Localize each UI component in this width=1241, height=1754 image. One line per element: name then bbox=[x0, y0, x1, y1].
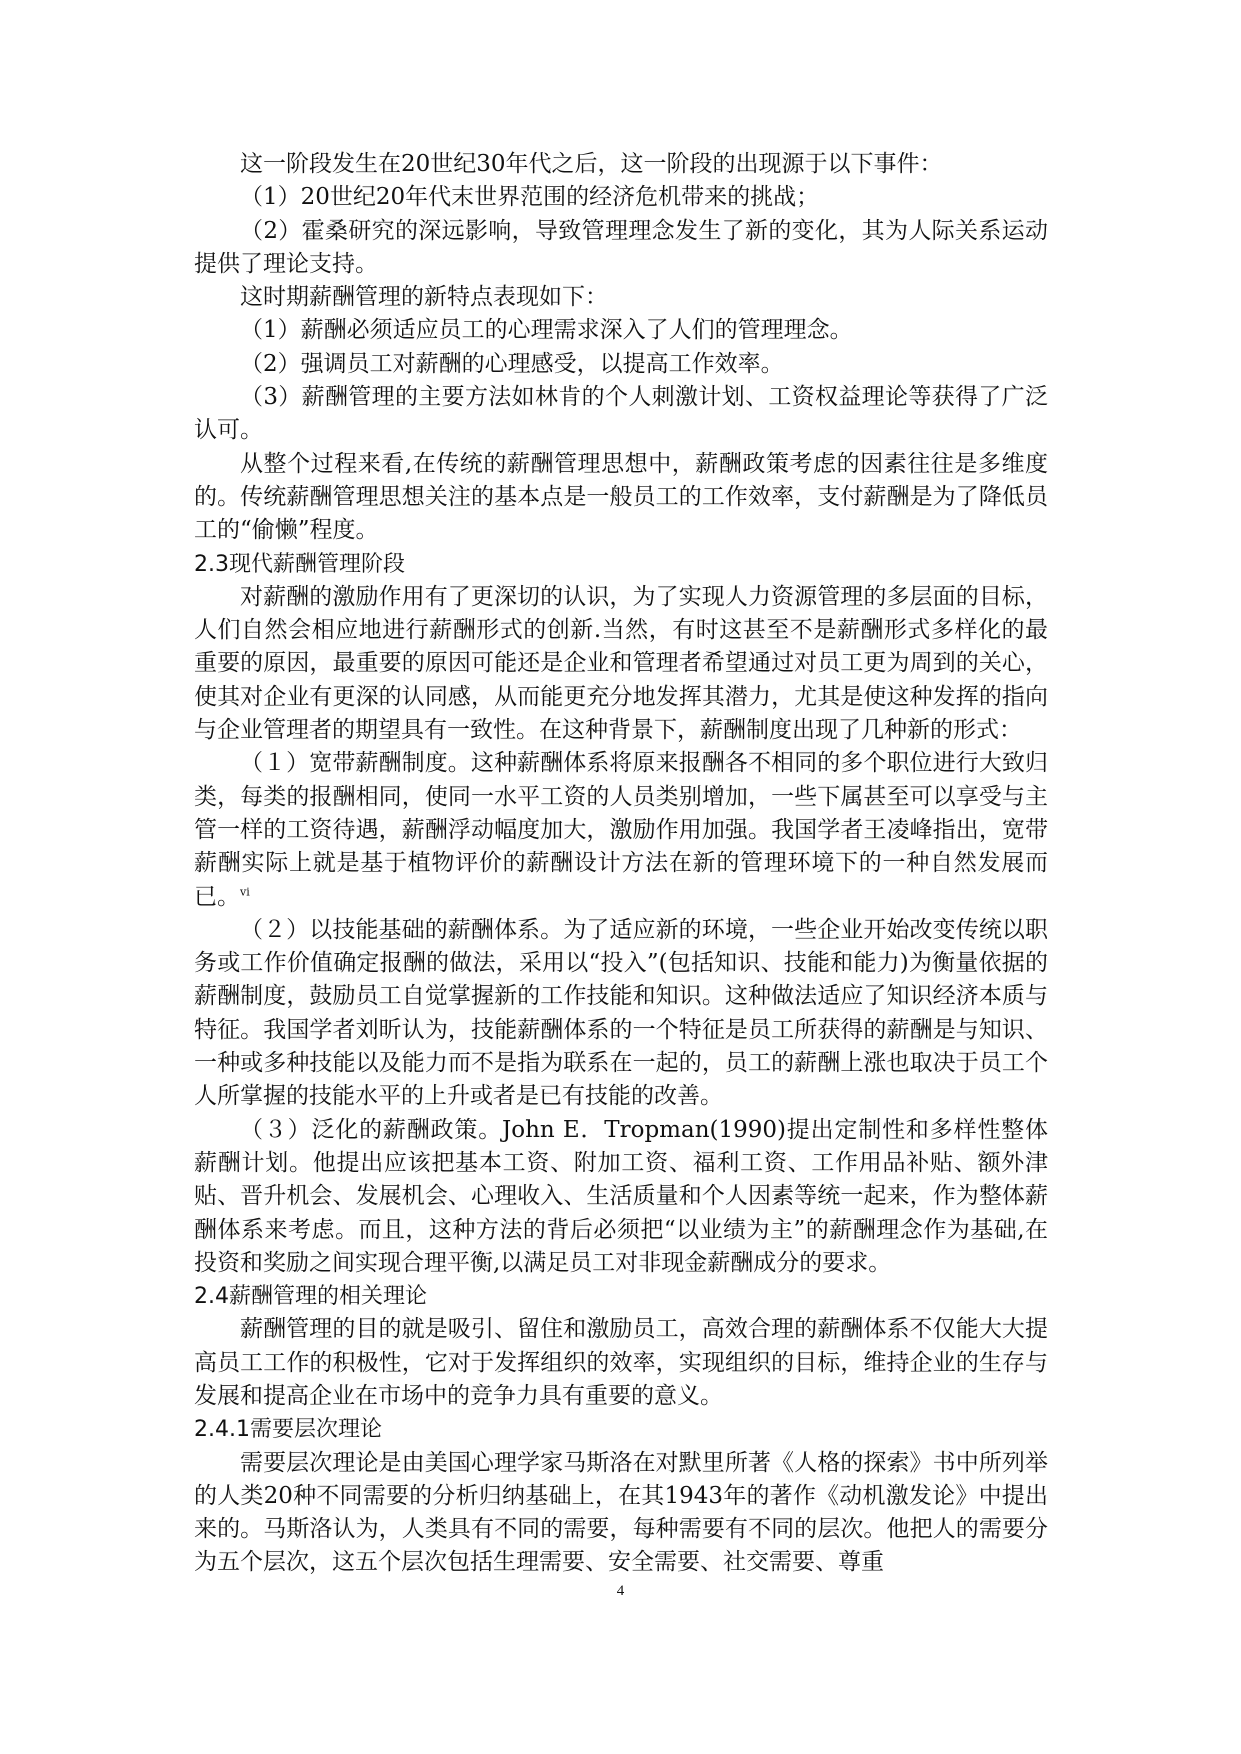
item-text: （１）宽带薪酬制度。这种薪酬体系将原来报酬各不相同的多个职位进行大致归类，每类的报酬相同，使同一水平工资的人员类别增加，一些下属甚至可以享受与主管一样的工资待遇，薪酬浮动幅度加大，激励作用加强。我国学者王凌峰指出，宽带薪酬实际上就是基于植物评价的薪酬设计方法在新的管理环境下的一种自然发展而已。 bbox=[194, 750, 1048, 910]
footnote-ref[interactable]: vi bbox=[240, 884, 250, 898]
paragraph: 这一阶段发生在20世纪30年代之后，这一阶段的出现源于以下事件： bbox=[240, 151, 943, 177]
paragraph: 薪酬管理的目的就是吸引、留住和激励员工，高效合理的薪酬体系不仅能大大提高员工工作的积极性，它对于发挥组织的效率，实现组织的目标，维持企业的生存与发展和提高企业在市场中的竞争力具有重要的意义。 bbox=[194, 1316, 1048, 1409]
document-page bbox=[194, 148, 1048, 1580]
list-item: （1）20世纪20年代末世界范围的经济危机带来的挑战； bbox=[240, 184, 820, 211]
paragraph: 对薪酬的激励作用有了更深切的认识，为了实现人力资源管理的多层面的目标，人们自然会相应地进行薪酬形式的创新.当然，有时这甚至不是薪酬形式多样化的最重要的原因，最重要的原因可能还是企业和管理者希望通过对员工更为周到的关心，使其对企业有更深的认同感，从而能更充分地发挥其潜力，尤其是使这种发挥的指向与企业管理者的期望具有一致性。在这种背景下，薪酬制度出现了几种新的形式： bbox=[194, 583, 1048, 744]
list-item: （1）薪酬必须适应员工的心理需求深入了人们的管理理念。 bbox=[240, 317, 853, 344]
list-item: （2）霍桑研究的深远影响，导致管理理念发生了新的变化，其为人际关系运动提供了理论支持。 bbox=[194, 217, 1048, 277]
list-item: （２）以技能基础的薪酬体系。为了适应新的环境，一些企业开始改变传统以职务或工作价值确定报酬的做法，采用以“投入”(包括知识、技能和能力)为衡量依据的薪酬制度，鼓励员工自觉掌握新的工作技能和知识。这种做法适应了知识经济本质与特征。我国学者刘昕认为，技能薪酬体系的一个特征是员工所获得的薪酬是与知识、一种或多种技能以及能力而不是指为联系在一起的，员工的薪酬上涨也取决于员工个人所掌握的技能水平的上升或者是已有技能的改善。 bbox=[194, 916, 1048, 1110]
list-item: （2）强调员工对薪酬的心理感受，以提高工作效率。 bbox=[240, 350, 784, 377]
list-item: （3）薪酬管理的主要方法如林肯的个人刺激计划、工资权益理论等获得了广泛认可。 bbox=[194, 384, 1048, 444]
list-item: （３）泛化的薪酬政策。John E．Tropman(1990)提出定制性和多样性整体薪酬计划。他提出应该把基本工资、附加工资、福利工资、工作用品补贴、额外津贴、晋升机会、发展机会、心理收入、生活质量和个人因素等统一起来，作为整体薪酬体系来考虑。而且，这种方法的背后必须把“以业绩为主”的薪酬理念作为基础,在投资和奖励之间实现合理平衡,以满足员工对非现金薪酬成分的要求。 bbox=[194, 1116, 1048, 1276]
page-number: 4 bbox=[616, 1583, 625, 1599]
section-heading-2-4-1: 2.4.1需要层次理论 bbox=[194, 1417, 382, 1443]
section-heading-2-4: 2.4薪酬管理的相关理论 bbox=[194, 1284, 427, 1310]
list-item bbox=[194, 747, 1048, 913]
paragraph: 这时期薪酬管理的新特点表现如下： bbox=[240, 284, 608, 311]
paragraph: 从整个过程来看,在传统的薪酬管理思想中，薪酬政策考虑的因素往往是多维度的。传统薪酬管理思想关注的基本点是一般员工的工作效率，支付薪酬是为了降低员工的“偷懒”程度。 bbox=[194, 450, 1048, 544]
section-heading-2-3: 2.3现代薪酬管理阶段 bbox=[194, 551, 405, 577]
paragraph: 需要层次理论是由美国心理学家马斯洛在对默里所著《人格的探索》书中所列举的人类20种不同需要的分析归纳基础上，在其1943年的著作《动机激发论》中提出来的。马斯洛认为，人类具有不同的需要，每种需要有不同的层次。他把人的需要分为五个层次，这五个层次包括生理需要、安全需要、社交需要、尊重 bbox=[194, 1449, 1048, 1576]
